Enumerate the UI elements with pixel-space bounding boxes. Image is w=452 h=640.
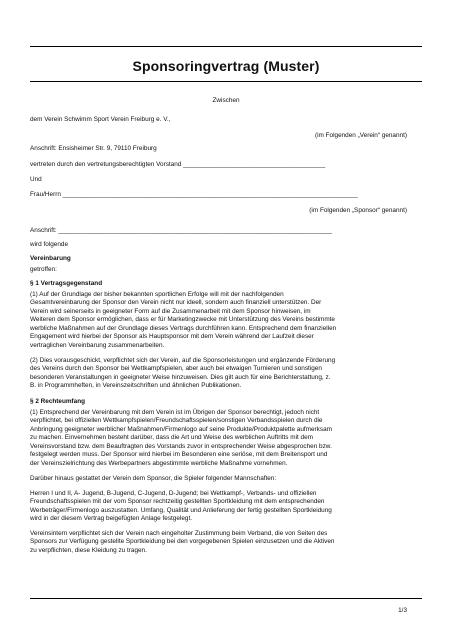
paragraph-4 [30,475,422,483]
paragraph-line: Engagement wird hierbei der Sponsor als Hauptsponsor mit dem Verein während der Laufzeit dieser [30,333,314,341]
paragraph-line: B. in Programmheften, in Vereinszeitschriften und ähnlichen Publikationen. [30,382,242,390]
page-number: 1/3 [398,607,407,614]
paragraph-line: Werbeträger/Firmenlogo auszustatten. Umfang, Qualität und Anlieferung der fertig gestellten Sportkleidung [30,506,332,514]
paragraph-line: Weiteren dem Sponsor ermöglichen, dass er für Marketingzwecke mit Unterstützung des Vereins bestimmte [30,316,335,324]
wird-folgende: wird folgende [30,241,69,248]
paragraph-line: verpflichtet, bei offiziellen Wettkampfspielen/Freundschaftsspielen/sonstigen Verbandsspielen durch die [30,417,323,425]
paragraph-line: vertraglichen Vereinbarung zusammenarbeiten. [30,341,165,349]
section-2-title: § 2 Rechteumfang [30,398,86,405]
paragraph-line: Sponsors zur Verfügung gestellte Sportkleidung bei den vorgegebenen Spielen einzusetzen und die Aktiven [30,538,335,546]
paragraph-line: werbliche Maßnahmen auf der Grundlage dieses Vertrags durchführen kann. Entsprechend dem finanziellen [30,324,337,332]
paragraph-line: festgelegt werden muss. Der Sponsor wird hierbei im Besonderen eine seriöse, mit dem Breitensport und [30,451,328,459]
paragraph-line: Darüber hinaus gestattet der Verein dem Sponsor, die Spieler folgender Mannschaften: [30,475,277,482]
paragraph-6 [30,530,422,555]
section-1-title: § 1 Vertragsgegenstand [30,280,103,287]
und-label: Und [30,176,42,183]
paragraph-line: Verein wird seinerseits in geeigneter Form auf die Zusammenarbeit mit dem Sponsor hinweisen, im [30,307,311,315]
vertreten-line: vertreten durch den vertretungsberechtigten Vorstand ________________________________________ [30,161,326,168]
top-rule [30,46,422,47]
paragraph-line: (1) Entsprechend der Vereinbarung mit dem Verein ist im Übrigen der Sponsor berechtigt, jedoch nicht [30,409,320,416]
paragraph-line: (2) Dies vorausgeschickt, verpflichtet sich der Verein, auf die Sponsorleistungen und ergänzende Förderung [30,357,336,364]
paragraph-line: Freundschaftsspielen mit der vom Sponsor rechtzeitig gestellten Sportkleidung mit dem entsprechenden [30,498,325,506]
zwischen-label: Zwischen [212,97,240,104]
frau-herrn-line: Frau/Herrn ___________________________________________________________________________________ [30,191,358,198]
paragraph-line: zu machen. Einvernehmen besteht darüber, dass die Art und Weise des werblichen Auftritts mit dem [30,434,313,442]
paragraph-1 [30,291,422,350]
anschrift-sponsor: Anschrift: _____________________________________________________________________________ [30,227,333,234]
paragraph-line: zu verpflichten, diese Kleidung zu tragen. [30,546,147,554]
document-title: Sponsoringvertrag (Muster) [132,58,320,74]
paragraph-2 [30,357,422,391]
verein-line: dem Verein Schwimm Sport Verein Freiburg e. V., [30,116,171,123]
paragraph-line: Vereinsvorstand bzw. dem Beauftragten des Vorstands zuvor in entsprechender Weise abgesprochen bzw. [30,442,332,450]
paragraph-line: Herren I und II, A- Jugend, B-Jugend, C-Jugend, D-Jugend; bei Wettkampf-, Verbands- und offiziellen [30,490,317,497]
sponsor-note: (im Folgenden „Sponsor“ genannt) [309,207,407,214]
paragraph-line: Vereinsintern verpflichtet sich der Verein nach eingeholter Zustimmung beim Verband, die von Seiten des [30,530,328,537]
footer-rule [30,598,422,599]
paragraph-3 [30,409,422,468]
paragraph-line: Anbringung geeigneter werblicher Maßnahmen/Firmenlogo auf seine Produkte/Produktpalette aufmerksam [30,425,332,433]
vereinbarung-heading: Vereinbarung [30,255,71,262]
getroffen-label: getroffen: [30,266,57,273]
paragraph-line: besonderen Veranstaltungen in geeigneter Weise hinzuweisen. Dies gilt auch für eine Berichterstattung, z. [30,373,331,381]
paragraph-line: des Vereins durch den Sponsor bei Wettkampfspielen, aber auch bei etwaigen Turnieren und sonstigen [30,365,322,373]
paragraph-line: der Vereinszielrichtung des Werbepartners abgestimmte werbliche Maßnahme vornehmen. [30,459,288,467]
anschrift-verein: Anschrift: Ensisheimer Str. 9, 79110 Freiburg [30,145,157,152]
verein-note: (im Folgenden „Verein“ genannt) [314,132,407,139]
title-rule [30,81,422,82]
paragraph-5 [30,490,422,524]
paragraph-line: Gesamtvereinbarung der Sponsor den Verein nicht nur ideell, sondern auch finanziell unterstützen. Der [30,299,322,307]
paragraph-line: (1) Auf der Grundlage der bisher bekannten sportlichen Erfolge will mit der nachfolgenden [30,291,284,298]
paragraph-line: wird in der diesem Vertrag beigefügten Anlage festgelegt. [30,515,192,523]
